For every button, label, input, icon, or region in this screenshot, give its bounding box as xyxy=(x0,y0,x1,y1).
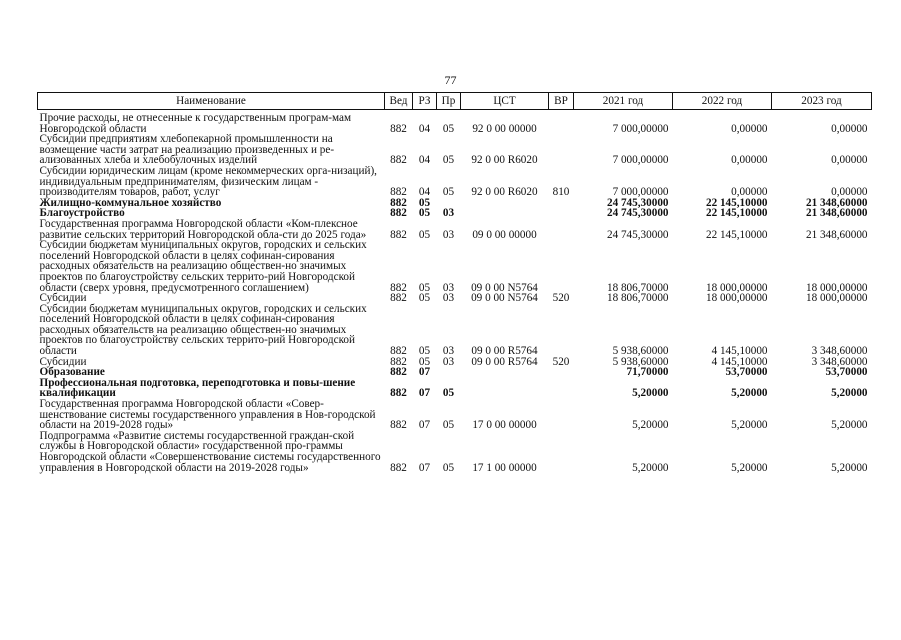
header-2022: 2022 год xyxy=(673,93,772,110)
row-cst xyxy=(461,367,549,378)
header-cst: ЦСТ xyxy=(461,93,549,110)
row-2021: 18 806,70000 xyxy=(606,292,669,305)
row-2023: 53,70000 xyxy=(825,366,868,379)
header-2023: 2023 год xyxy=(772,93,872,110)
row-cst: 92 0 00 R6020 xyxy=(471,154,538,167)
row-pr: 03 xyxy=(442,281,455,294)
table-row xyxy=(38,431,872,473)
row-rz: 05 xyxy=(418,281,431,294)
table-row-section xyxy=(38,378,872,399)
row-2021: 7 000,00000 xyxy=(612,122,669,135)
row-vr xyxy=(549,219,574,240)
row-2022: 5,20000 xyxy=(731,419,768,432)
row-name: Государственная программа Новгородской области «Ком-плексное развитие сельских территорий Новгородской обла-сти до 2025 года» xyxy=(39,217,367,241)
row-2022: 0,00000 xyxy=(731,186,768,199)
table-header-row xyxy=(38,93,872,110)
row-name: Жилищно-коммунальное хозяйство xyxy=(39,196,222,209)
row-name: Государственная программа Новгородской области «Совер-шенствование системы государственного управления в Нов-городской области на 2019-2028 годы» xyxy=(39,398,376,432)
header-vr: ВР xyxy=(549,93,574,110)
row-cst: 17 1 00 00000 xyxy=(472,461,537,474)
row-vr xyxy=(549,431,574,473)
budget-table xyxy=(37,92,872,473)
row-rz: 05 xyxy=(418,196,431,209)
row-2023: 21 348,60000 xyxy=(805,196,868,209)
row-rz: 07 xyxy=(418,419,431,432)
row-pr: 03 xyxy=(442,345,455,358)
row-name: Субсидии xyxy=(39,292,87,305)
row-ved: 882 xyxy=(390,387,407,400)
row-ved: 882 xyxy=(390,355,407,368)
row-vr xyxy=(549,399,574,431)
header-ved: Вед xyxy=(385,93,413,110)
row-2021: 5,20000 xyxy=(632,461,669,474)
row-ved: 882 xyxy=(390,461,407,474)
row-cst: 09 0 00 R5764 xyxy=(471,355,538,368)
row-cst: 17 0 00 00000 xyxy=(472,419,537,432)
row-rz: 04 xyxy=(418,154,431,167)
row-2023: 21 348,60000 xyxy=(805,228,868,241)
row-2021: 7 000,00000 xyxy=(612,186,669,199)
row-cst xyxy=(461,378,549,399)
header-pr: Пр xyxy=(437,93,461,110)
row-ved: 882 xyxy=(390,281,407,294)
row-vr xyxy=(549,134,574,166)
row-ved: 882 xyxy=(390,186,407,199)
row-name: Субсидии предприятиям хлебопекарной промышленности на возмещение части затрат на реализацию произведенных и ре-ализованных хлеба и хлебобулочных изделий xyxy=(39,133,335,167)
row-rz: 05 xyxy=(418,292,431,305)
row-cst: 09 0 00 N5764 xyxy=(471,292,538,305)
row-ved: 882 xyxy=(390,292,407,305)
table-row xyxy=(38,240,872,293)
row-name: Субсидии бюджетам муниципальных округов, городских и сельских поселений Новгородской области в целях софинан-сирования расходных обязательств на реализацию обществен-но значимых проектов по благоустройству сельских террито-рий Новгородской области xyxy=(39,302,367,358)
row-rz: 07 xyxy=(418,366,431,379)
row-pr: 03 xyxy=(442,292,455,305)
row-2022: 0,00000 xyxy=(731,122,768,135)
row-2021: 71,70000 xyxy=(626,366,669,379)
row-name: Образование xyxy=(39,366,105,379)
row-pr: 05 xyxy=(442,387,455,400)
table-row xyxy=(38,166,872,198)
row-name: Прочие расходы, не отнесенные к государственным програм-мам Новгородской области xyxy=(39,112,352,135)
row-2022: 22 145,10000 xyxy=(705,196,768,209)
table-row xyxy=(38,219,872,240)
row-2023: 18 000,00000 xyxy=(805,281,868,294)
row-rz: 05 xyxy=(418,345,431,358)
row-rz: 05 xyxy=(418,207,431,220)
row-ved: 882 xyxy=(390,207,407,220)
row-pr: 03 xyxy=(442,228,455,241)
row-2023: 3 348,60000 xyxy=(811,355,868,368)
row-2021: 5 938,60000 xyxy=(612,345,669,358)
header-rz: РЗ xyxy=(413,93,437,110)
row-pr: 03 xyxy=(442,207,455,220)
row-2022: 4 145,10000 xyxy=(711,355,768,368)
row-2021: 7 000,00000 xyxy=(612,154,669,167)
row-rz: 04 xyxy=(418,122,431,135)
row-2022: 53,70000 xyxy=(725,366,768,379)
row-cst: 09 0 00 R5764 xyxy=(471,345,538,358)
row-vr xyxy=(549,208,574,219)
row-2022: 22 145,10000 xyxy=(705,228,768,241)
row-rz: 07 xyxy=(418,461,431,474)
row-vr xyxy=(549,367,574,378)
row-name: Субсидии юридическим лицам (кроме некоммерческих орга-низаций), индивидуальным предпринимателям, физическим лицам - производителям товаров, работ, услуг xyxy=(39,164,377,199)
page-number: 77 xyxy=(444,73,457,87)
row-cst: 92 0 00 R6020 xyxy=(471,186,538,199)
row-2022: 4 145,10000 xyxy=(711,345,768,358)
row-ved: 882 xyxy=(390,419,407,432)
row-pr: 03 xyxy=(442,355,455,368)
row-2021: 24 745,30000 xyxy=(606,228,669,241)
row-2023: 5,20000 xyxy=(831,419,868,432)
row-name: Профессиональная подготовка, переподготовка и повы-шение квалификации xyxy=(39,376,356,400)
row-2023: 18 000,00000 xyxy=(805,292,868,305)
row-name: Субсидии бюджетам муниципальных округов, городских и сельских поселений Новгородской области в целях софинан-сирования расходных обязательств на реализацию обществен-но значимых проектов по благоустройству сельских террито-рий Новгородской области (сверх уровня, предусмотренного соглашением) xyxy=(39,239,367,294)
row-vr xyxy=(549,240,574,293)
row-rz: 05 xyxy=(418,355,431,368)
row-cst xyxy=(461,198,549,209)
table-row xyxy=(38,134,872,166)
row-rz: 07 xyxy=(418,387,431,400)
row-vr xyxy=(549,198,574,209)
row-pr: 05 xyxy=(442,186,455,199)
row-2021: 24 745,30000 xyxy=(606,207,669,220)
row-pr: 05 xyxy=(442,154,455,167)
row-cst: 92 0 00 00000 xyxy=(472,122,537,135)
table-row xyxy=(38,304,872,357)
row-name: Благоустройство xyxy=(39,207,125,220)
row-ved: 882 xyxy=(390,154,407,167)
row-2022: 18 000,00000 xyxy=(705,281,768,294)
row-2023: 5,20000 xyxy=(831,387,868,400)
row-vr xyxy=(549,110,574,135)
row-cst: 09 0 00 00000 xyxy=(472,228,537,241)
row-2023: 21 348,60000 xyxy=(805,207,868,220)
row-2021: 24 745,30000 xyxy=(606,196,669,209)
row-2022: 18 000,00000 xyxy=(705,292,768,305)
row-pr: 05 xyxy=(442,419,455,432)
row-name: Субсидии xyxy=(39,355,87,368)
row-pr: 05 xyxy=(442,461,455,474)
row-vr: 810 xyxy=(552,186,570,199)
header-2021: 2021 год xyxy=(574,93,673,110)
row-2022: 5,20000 xyxy=(731,461,768,474)
row-2021: 5 938,60000 xyxy=(612,355,669,368)
row-2023: 0,00000 xyxy=(831,122,868,135)
row-ved: 882 xyxy=(390,345,407,358)
row-2023: 5,20000 xyxy=(831,461,868,474)
row-2023: 0,00000 xyxy=(831,154,868,167)
table-row xyxy=(38,399,872,431)
header-name: Наименование xyxy=(38,93,385,110)
row-ved: 882 xyxy=(390,366,407,379)
row-2022: 5,20000 xyxy=(731,387,768,400)
row-ved: 882 xyxy=(390,122,407,135)
row-2023: 0,00000 xyxy=(831,186,868,199)
row-vr xyxy=(549,304,574,357)
row-rz: 04 xyxy=(418,186,431,199)
row-vr: 520 xyxy=(552,355,570,368)
row-2021: 18 806,70000 xyxy=(606,281,669,294)
row-ved: 882 xyxy=(390,228,407,241)
row-2022: 0,00000 xyxy=(731,154,768,167)
row-2022: 22 145,10000 xyxy=(705,207,768,220)
row-rz: 05 xyxy=(418,228,431,241)
row-name: Подпрограмма «Развитие системы государственной граждан-ской службы в Новгородской области» государственной про-граммы Новгородской области «Совершенствование системы государственного управления в Новгородской области на 2019-2028 годы» xyxy=(39,429,381,474)
row-cst xyxy=(461,208,549,219)
row-vr xyxy=(549,378,574,399)
row-vr: 520 xyxy=(552,292,570,305)
table-row xyxy=(38,110,872,135)
row-2023: 3 348,60000 xyxy=(811,345,868,358)
row-pr: 05 xyxy=(442,122,455,135)
row-cst: 09 0 00 N5764 xyxy=(471,281,538,294)
row-pr xyxy=(437,367,461,378)
row-2021: 5,20000 xyxy=(632,419,669,432)
row-ved: 882 xyxy=(390,196,407,209)
row-2021: 5,20000 xyxy=(632,387,669,400)
